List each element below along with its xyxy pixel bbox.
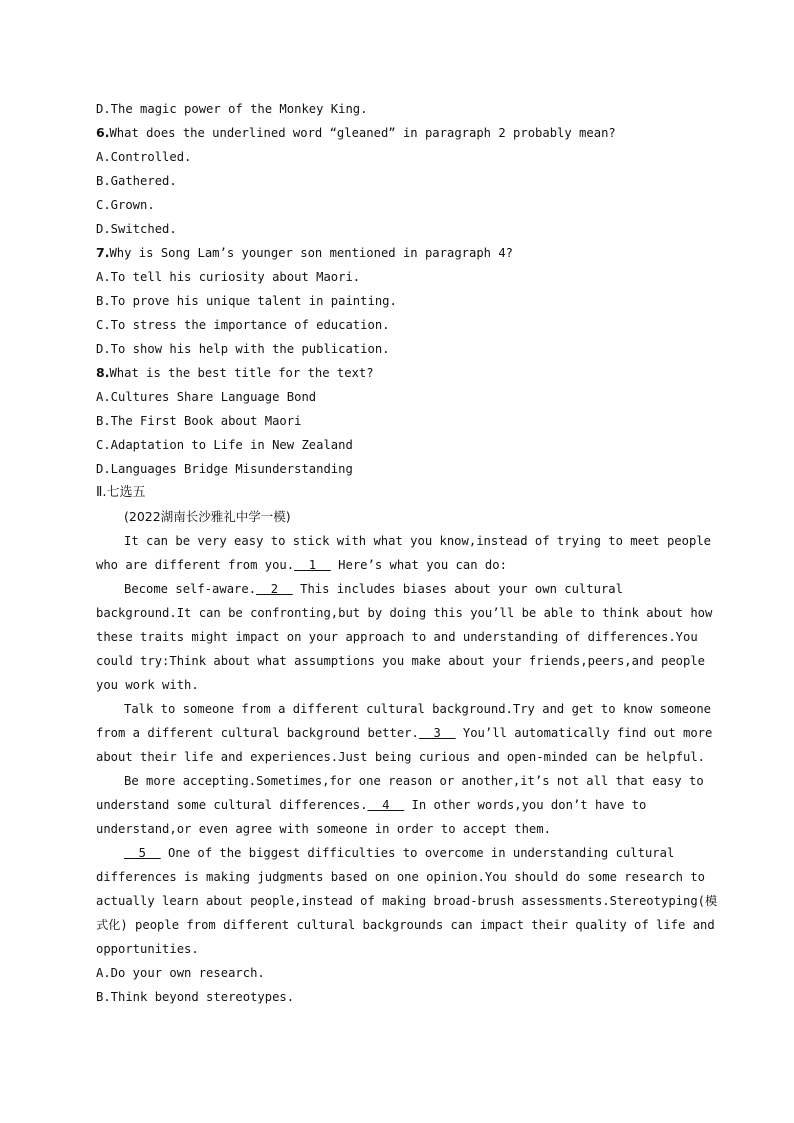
passage-p3-line2 <box>96 721 713 745</box>
passage-p5-line1 <box>96 841 696 865</box>
blank-3: 3 <box>418 726 456 740</box>
q6-stem <box>96 121 696 145</box>
passage-p4-line2 <box>96 793 696 817</box>
q8-text: What is the best title for the text? <box>109 366 374 380</box>
passage-p5-line3: actually learn about people,instead of making broad-brush assessments.Stereotyping(模 <box>96 894 718 908</box>
text-run: You’ll automatically find out more <box>455 726 713 740</box>
passage-p5-line4: 式化) people from different cultural backgrounds can impact their quality of life and <box>96 918 715 932</box>
q5-option-d: D.The magic power of the Monkey King. <box>96 102 368 116</box>
passage-p2-line2: background.It can be confronting,but by doing this you’ll be able to think about how <box>96 606 713 620</box>
q7-option-c: C.To stress the importance of education. <box>96 318 390 332</box>
text-run: Here’s what you can do: <box>330 558 507 572</box>
blank-1: 1 <box>294 558 331 572</box>
passage-p5-line2: differences is making judgments based on one opinion.You should do some research to <box>96 870 706 884</box>
q6-option-b: B.Gathered. <box>96 174 177 188</box>
text-run: Become self-aware. <box>124 582 257 596</box>
q8-option-c: C.Adaptation to Life in New Zealand <box>96 438 353 452</box>
q8-option-b: B.The First Book about Maori <box>96 414 302 428</box>
text-run: In other words,you don’t have to <box>404 798 647 812</box>
q7-stem <box>96 241 696 265</box>
passage-p1-line2 <box>96 553 696 577</box>
text-run: understand some cultural differences. <box>96 798 368 812</box>
blank-4: 4 <box>367 798 405 812</box>
q7-text: Why is Song Lam’s younger son mentioned in paragraph 4? <box>109 246 514 260</box>
section-source: (2022湖南长沙雅礼中学一模) <box>124 509 291 524</box>
passage-p5-line5: opportunities. <box>96 942 199 956</box>
q6-option-a: A.Controlled. <box>96 150 192 164</box>
section-heading: Ⅱ.七选五 <box>96 485 146 500</box>
text-run: from a different cultural background better. <box>96 726 419 740</box>
text-run: who are different from you. <box>96 558 295 572</box>
passage-p2-line3: these traits might impact on your approach to and understanding of differences.You <box>96 630 698 644</box>
passage-p4-line3: understand,or even agree with someone in order to accept them. <box>96 822 551 836</box>
q6-text: What does the underlined word “gleaned” in paragraph 2 probably mean? <box>109 126 616 140</box>
text-run: This includes biases about your own cultural <box>292 582 623 596</box>
q8-option-a: A.Cultures Share Language Bond <box>96 390 317 404</box>
q6-option-c: C.Grown. <box>96 198 155 212</box>
q6-number: 6. <box>96 125 110 140</box>
q7-number: 7. <box>96 245 110 260</box>
q7-option-d: D.To show his help with the publication. <box>96 342 390 356</box>
q6-option-d: D.Switched. <box>96 222 177 236</box>
q7-option-b: B.To prove his unique talent in painting. <box>96 294 397 308</box>
passage-p3-line1: Talk to someone from a different cultural background.Try and get to know someone <box>124 702 711 716</box>
passage-p4-line1: Be more accepting.Sometimes,for one reason or another,it’s not all that easy to <box>124 774 704 788</box>
passage-p2-line4: could try:Think about what assumptions you make about your friends,peers,and people <box>96 654 706 668</box>
blank-2: 2 <box>256 582 293 596</box>
passage-p3-line3: about their life and experiences.Just being curious and open-minded can be helpful. <box>96 750 706 764</box>
document-content <box>96 97 718 1009</box>
passage-p1-line1: It can be very easy to stick with what you know,instead of trying to meet people <box>124 534 711 548</box>
q8-option-d: D.Languages Bridge Misunderstanding <box>96 462 353 476</box>
q8-stem <box>96 361 696 385</box>
text-run: One of the biggest difficulties to overcome in understanding cultural <box>160 846 675 860</box>
passage-p2-line5: you work with. <box>96 678 199 692</box>
answer-option-a: A.Do your own research. <box>96 966 265 980</box>
q7-option-a: A.To tell his curiosity about Maori. <box>96 270 361 284</box>
passage-p2-line1 <box>96 577 696 601</box>
answer-option-b: B.Think beyond stereotypes. <box>96 990 295 1004</box>
q8-number: 8. <box>96 365 110 380</box>
blank-5: 5 <box>124 846 161 860</box>
